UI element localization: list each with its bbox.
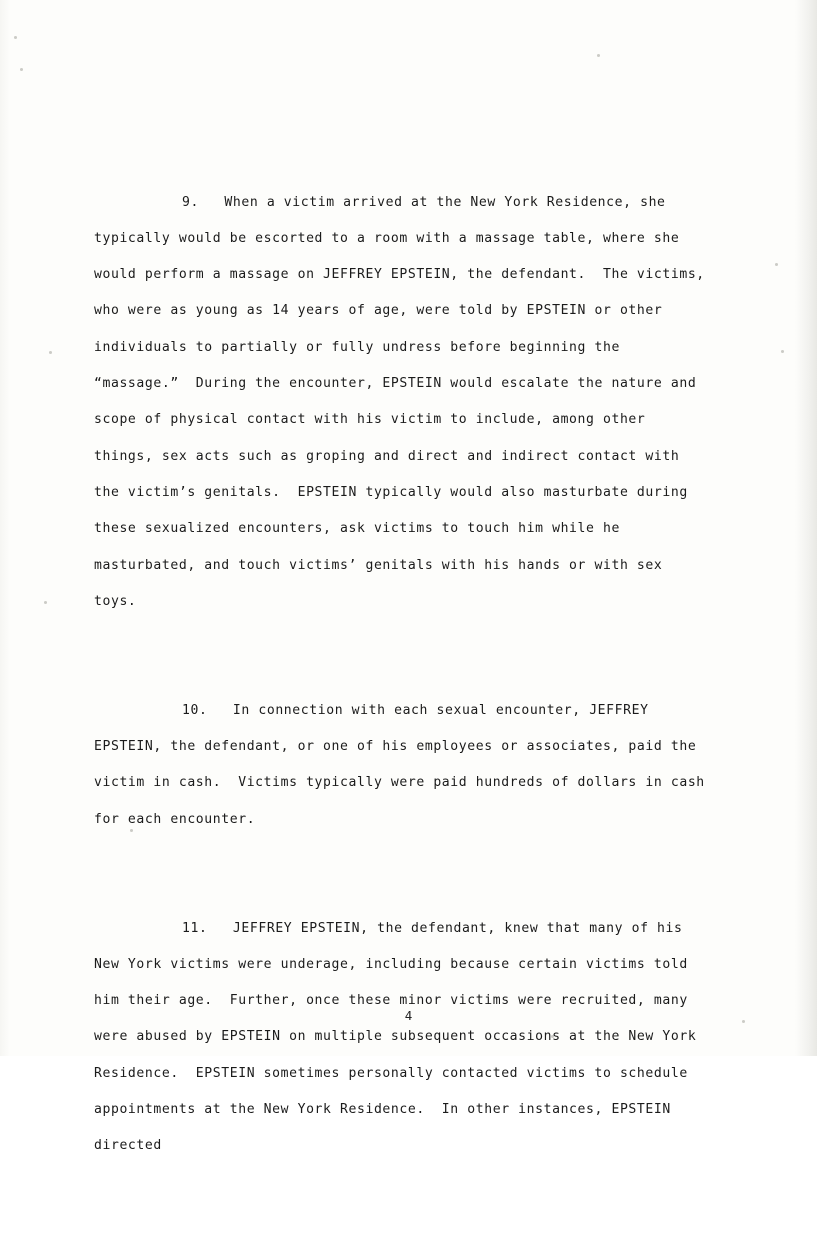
paragraph-10-text: In connection with each sexual encounter, JEFFREY EPSTEIN, the defendant, or one of his employees or associates, paid the victim in cash. Victims typically were paid hundreds of dollars in cash for each encounter. xyxy=(94,702,714,827)
document-body xyxy=(94,112,714,1237)
paragraph-9-text: When a victim arrived at the New York Residence, she typically would be escorted to a room with a massage table, where she would perform a massage on JEFFREY EPSTEIN, the defendant. The victims, who were as young as 14 years of age, were told by EPSTEIN or other individuals to partially or fully undress before beginning the “massage.” During the encounter, EPSTEIN would escalate the nature and scope of physical contact with his victim to include, among other things, sex acts such as groping and direct and indirect contact with the victim’s genitals. EPSTEIN typically would also masturbate during these sexualized encounters, ask victims to touch him while he masturbated, and touch victims’ genitals with his hands or with sex toys. xyxy=(94,194,714,609)
scan-speck xyxy=(44,601,47,604)
paragraph-11-number: 11. xyxy=(182,920,208,936)
paragraph-9 xyxy=(94,185,714,621)
paragraph-11 xyxy=(94,911,710,1165)
paragraph-10 xyxy=(94,693,714,838)
scan-speck xyxy=(49,351,52,354)
paragraph-10-number: 10. xyxy=(182,702,208,718)
paragraph-9-number: 9. xyxy=(182,194,199,210)
paragraph-11-text: JEFFREY EPSTEIN, the defendant, knew that many of his New York victims were underage, including because certain victims told him their age. Further, once these minor victims were recruited, many were abused by EPSTEIN on multiple subsequent occasions at the New York Residence. EPSTEIN sometimes personally contacted victims to schedule appointments at the New York Residence. In other instances, EPSTEIN directed xyxy=(94,920,705,1154)
scan-speck xyxy=(781,350,784,353)
scan-speck xyxy=(775,263,778,266)
scan-speck xyxy=(14,36,17,39)
page-number: 4 xyxy=(404,1008,413,1023)
scan-speck xyxy=(20,68,23,71)
page-right-edge-shading xyxy=(795,0,817,1056)
scan-speck xyxy=(597,54,600,57)
page-left-edge-shading xyxy=(0,0,10,1056)
